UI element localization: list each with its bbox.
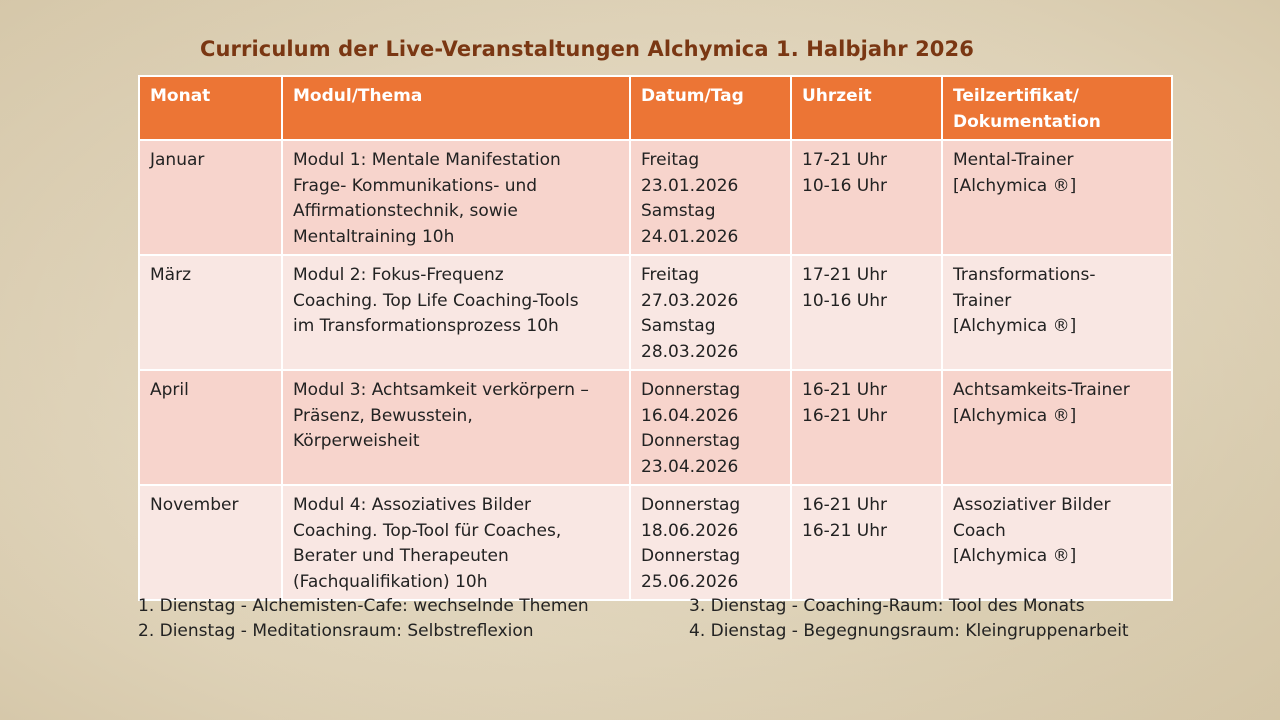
cell-line: 28.03.2026 xyxy=(641,341,739,362)
cell-line: Assoziativer Bilder xyxy=(953,495,1111,515)
header-zertifikat-line: Dokumentation xyxy=(953,111,1101,132)
cell-line: Mental-Trainer xyxy=(953,150,1074,170)
cell-zertifikat xyxy=(942,370,1172,485)
header-zertifikat xyxy=(942,76,1172,140)
cell-line: Präsenz, Bewusstein, xyxy=(293,405,473,426)
header-zertifikat-line: Teilzertifikat/ xyxy=(953,86,1079,106)
curriculum-table xyxy=(138,75,1173,601)
cell-line: Freitag xyxy=(641,150,700,170)
cell-line: 23.04.2026 xyxy=(641,456,739,477)
cell-uhrzeit xyxy=(791,140,942,255)
footnote-1: 1. Dienstag - Alchemisten-Cafe: wechselnde Themen xyxy=(138,596,589,616)
table-row xyxy=(139,485,1172,600)
cell-line: Frage- Kommunikations- und xyxy=(293,175,538,196)
cell-line: Mentaltraining 10h xyxy=(293,226,455,247)
cell-line: [Alchymica ®] xyxy=(953,175,1077,196)
cell-line: Donnerstag xyxy=(641,495,741,515)
cell-line: Berater und Therapeuten xyxy=(293,546,509,566)
footnote-3: 3. Dienstag - Coaching-Raum: Tool des Monats xyxy=(689,596,1085,616)
cell-line: Modul 2: Fokus-Frequenz xyxy=(293,265,504,285)
cell-zertifikat xyxy=(942,485,1172,600)
cell-line: im Transformationsprozess 10h xyxy=(293,316,559,336)
cell-line: Achtsamkeits-Trainer xyxy=(953,380,1130,400)
cell-modul xyxy=(282,140,630,255)
cell-line: 16-21 Uhr xyxy=(802,405,888,426)
cell-line: Coaching. Top-Tool für Coaches, xyxy=(293,520,562,541)
cell-line: Körperweisheit xyxy=(293,431,420,451)
cell-datum xyxy=(630,485,791,600)
cell-monat: April xyxy=(139,370,282,485)
cell-line: 16-21 Uhr xyxy=(802,520,888,541)
cell-uhrzeit xyxy=(791,485,942,600)
cell-line: [Alchymica ®] xyxy=(953,546,1077,566)
cell-line: 17-21 Uhr xyxy=(802,265,888,285)
cell-line: [Alchymica ®] xyxy=(953,405,1077,426)
cell-line: Coach xyxy=(953,520,1006,541)
cell-zertifikat xyxy=(942,255,1172,370)
cell-modul xyxy=(282,255,630,370)
cell-line: 10-16 Uhr xyxy=(802,290,888,311)
cell-line: 25.06.2026 xyxy=(641,571,739,592)
header-monat: Monat xyxy=(139,76,282,140)
cell-line: Donnerstag xyxy=(641,431,741,451)
cell-line: [Alchymica ®] xyxy=(953,316,1077,336)
cell-line: Freitag xyxy=(641,265,700,285)
cell-line: 27.03.2026 xyxy=(641,290,739,311)
header-modul: Modul/Thema xyxy=(282,76,630,140)
cell-line: Modul 3: Achtsamkeit verkörpern – xyxy=(293,380,589,400)
cell-line: (Fachqualifikation) 10h xyxy=(293,571,488,592)
cell-line: 10-16 Uhr xyxy=(802,175,888,196)
cell-datum xyxy=(630,370,791,485)
cell-zertifikat xyxy=(942,140,1172,255)
cell-line: 23.01.2026 xyxy=(641,175,739,196)
cell-line: Modul 4: Assoziatives Bilder xyxy=(293,495,532,515)
cell-line: 18.06.2026 xyxy=(641,520,739,541)
page-title: Curriculum der Live-Veranstaltungen Alchymica 1. Halbjahr 2026 xyxy=(200,37,974,61)
table-header-row xyxy=(139,76,1172,140)
cell-line: Coaching. Top Life Coaching-Tools xyxy=(293,290,579,311)
cell-line: Samstag xyxy=(641,316,716,336)
footnote-2: 2. Dienstag - Meditationsraum: Selbstreflexion xyxy=(138,621,534,641)
cell-uhrzeit xyxy=(791,370,942,485)
table-row xyxy=(139,370,1172,485)
cell-line: Affirmationstechnik, sowie xyxy=(293,201,518,221)
cell-line: 16-21 Uhr xyxy=(802,495,888,515)
footnote-4: 4. Dienstag - Begegnungsraum: Kleingruppenarbeit xyxy=(689,621,1129,641)
cell-modul xyxy=(282,370,630,485)
table-row xyxy=(139,140,1172,255)
cell-modul xyxy=(282,485,630,600)
cell-monat: Januar xyxy=(139,140,282,255)
header-datum: Datum/Tag xyxy=(630,76,791,140)
cell-line: Samstag xyxy=(641,201,716,221)
cell-line: 17-21 Uhr xyxy=(802,150,888,170)
cell-monat: November xyxy=(139,485,282,600)
cell-monat: März xyxy=(139,255,282,370)
header-uhrzeit: Uhrzeit xyxy=(791,76,942,140)
cell-line: 24.01.2026 xyxy=(641,226,739,247)
cell-datum xyxy=(630,140,791,255)
cell-uhrzeit xyxy=(791,255,942,370)
cell-line: Donnerstag xyxy=(641,380,741,400)
cell-line: 16.04.2026 xyxy=(641,405,739,426)
cell-line: Modul 1: Mentale Manifestation xyxy=(293,150,561,170)
table-row xyxy=(139,255,1172,370)
cell-line: Trainer xyxy=(953,290,1012,311)
cell-line: 16-21 Uhr xyxy=(802,380,888,400)
cell-datum xyxy=(630,255,791,370)
cell-line: Transformations- xyxy=(953,265,1096,285)
cell-line: Donnerstag xyxy=(641,546,741,566)
